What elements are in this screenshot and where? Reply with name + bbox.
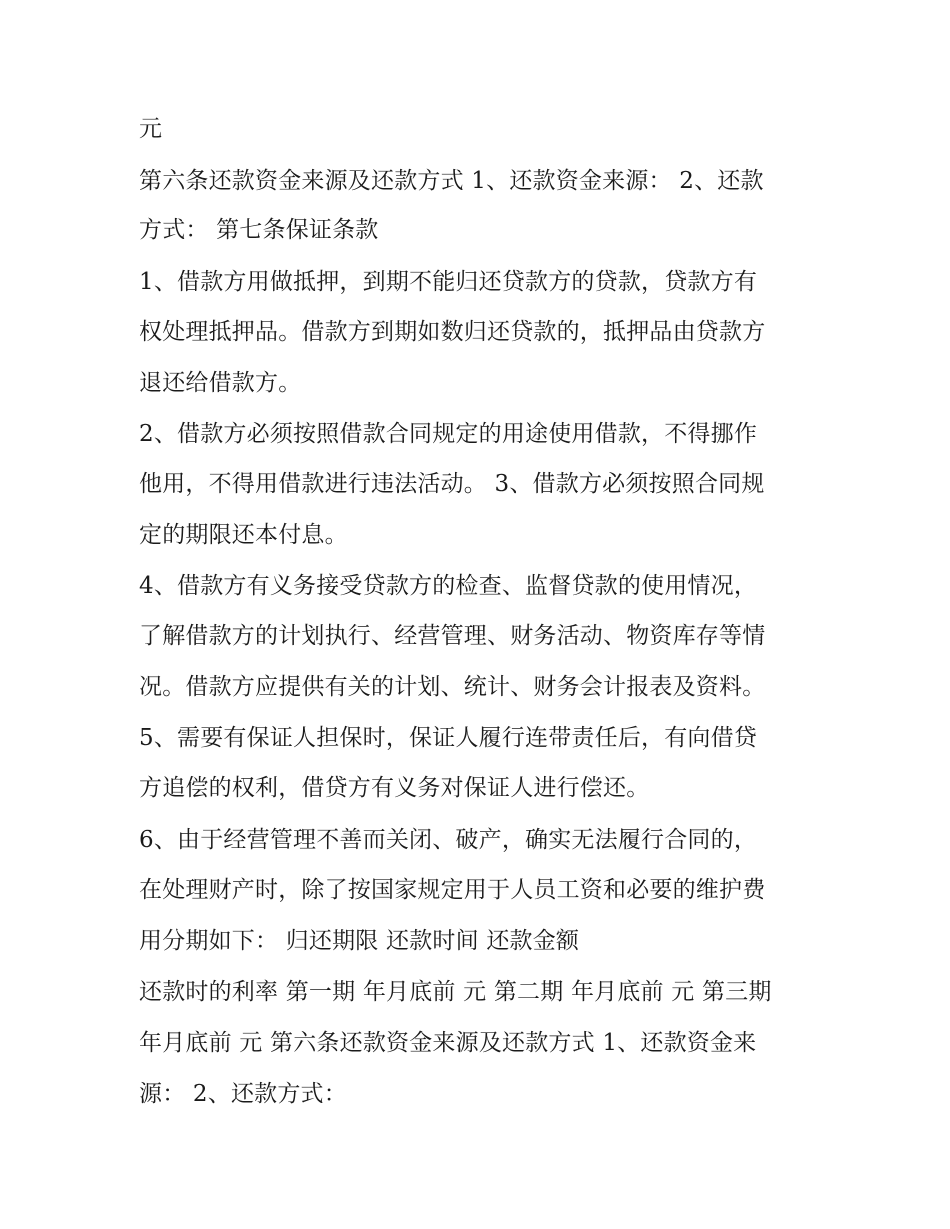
text-line: 方追偿的权利，借贷方有义务对保证人进行偿还。 (139, 775, 650, 801)
text-line: 退还给借款方。 (139, 370, 302, 396)
text-line: 用分期如下： 归还期限 还款时间 还款金额 (139, 928, 580, 954)
text-line: 元 (139, 116, 163, 142)
text-line: 权处理抵押品。借款方到期如数归还贷款的，抵押品由贷款方 (139, 319, 766, 345)
text-line: 4、借款方有义务接受贷款方的检查、监督贷款的使用情况， (139, 573, 758, 599)
text-line: 源： 2、还款方式： (139, 1081, 347, 1107)
text-line: 还款时的利率 第一期 年月底前 元 第二期 年月底前 元 第三期 (139, 979, 772, 1005)
text-line: 定的期限还本付息。 (139, 522, 348, 548)
text-line: 年月底前 元 第六条还款资金来源及还款方式 1、还款资金来 (139, 1030, 757, 1056)
text-line: 他用，不得用借款进行违法活动。 3、借款方必须按照合同规 (139, 471, 765, 497)
text-line: 况。借款方应提供有关的计划、统计、财务会计报表及资料。 (139, 674, 766, 700)
text-line: 了解借款方的计划执行、经营管理、财务活动、物资库存等情 (139, 623, 766, 649)
text-line: 在处理财产时，除了按国家规定用于人员工资和必要的维护费 (139, 877, 766, 903)
text-line: 2、借款方必须按照借款合同规定的用途使用借款，不得挪作 (139, 421, 758, 447)
text-line: 第六条还款资金来源及还款方式 1、还款资金来源： 2、还款 (139, 168, 764, 194)
text-line: 6、由于经营管理不善而关闭、破产，确实无法履行合同的， (139, 827, 758, 853)
text-line: 5、需要有保证人担保时，保证人履行连带责任后，有向借贷 (139, 725, 758, 751)
text-line: 方式： 第七条保证条款 (139, 217, 379, 243)
text-line: 1、借款方用做抵押，到期不能归还贷款方的贷款，贷款方有 (139, 269, 758, 295)
